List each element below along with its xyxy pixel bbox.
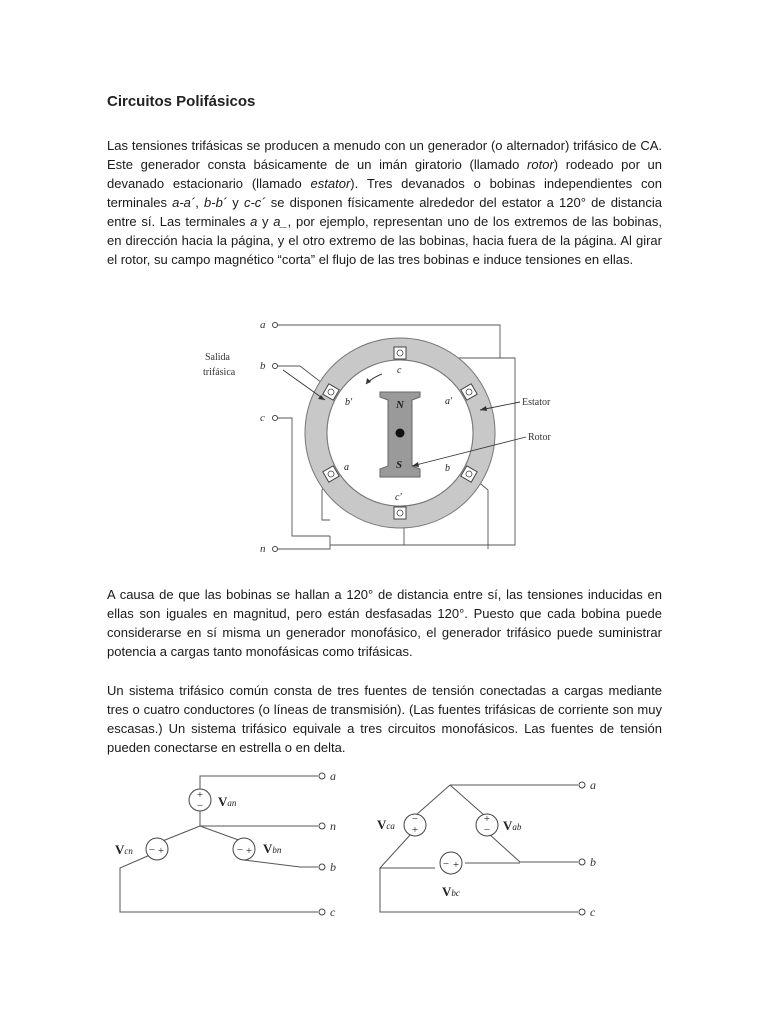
- svg-text:−: −: [196, 800, 204, 812]
- paragraph-intro: Las tensiones trifásicas se producen a menudo con un generador (o alternador) trifásico de CA. Este generador consta básicamente de un imán giratorio (llamado rotor) rodeado por un devanado estacionario (llamado estator). Tres devanados o bobinas independientes con terminales a-a´, b-b´ y c-c´ se disponen físicamente alrededor del estator a 120° de distancia entre sí. Las terminales a y a_, por ejemplo, representan uno de los extremos de las bobinas, en dirección hacia la página, y el otro extremo de las bobinas, hacia fuera de la página. Al girar el rotor, su campo magnético “corta” el flujo de las tres bobinas e induce tensiones en ellas.: [107, 138, 663, 267]
- vbn-label: Vbn: [263, 841, 282, 856]
- svg-text:+: +: [196, 789, 204, 801]
- pole-s-label: S: [396, 459, 403, 471]
- label-c: c: [590, 905, 596, 919]
- terminal-a: [579, 782, 585, 788]
- coil-a-prime-label: a': [445, 396, 453, 407]
- svg-text:+: +: [411, 824, 419, 836]
- label-a: a: [590, 778, 596, 792]
- label-n: n: [330, 819, 336, 833]
- vcn-label: Vcn: [115, 842, 133, 857]
- terminal-c: [579, 909, 585, 915]
- van-label: Van: [218, 794, 237, 809]
- terminal-b: [579, 859, 585, 865]
- terminal-c: [273, 416, 278, 421]
- coil-c-prime-label: c': [395, 492, 402, 503]
- coil-c-label: c: [397, 365, 402, 376]
- vab-label: Vab: [503, 818, 522, 833]
- label-b: b: [330, 860, 336, 874]
- label-c: c: [330, 905, 336, 919]
- coil-c-slot: [394, 347, 406, 359]
- page-title: Circuitos Polifásicos: [107, 93, 256, 110]
- svg-text:−: −: [483, 824, 491, 836]
- terminal-b: [273, 364, 278, 369]
- vbc-label: Vbc: [442, 884, 460, 899]
- terminal-b: [319, 864, 325, 870]
- terminal-c: [319, 909, 325, 915]
- salida-label: Salida: [205, 352, 230, 363]
- estator-label: Estator: [522, 397, 551, 408]
- paragraph-phase-shift: A causa de que las bobinas se hallan a 120° de distancia entre sí, las tensiones inducidas en ellas son iguales en magnitud, pero están desfasadas 120°. Puesto que cada bobina puede considerarse en sí misma un generador monofásico, el generador trifásico puede suministrar potencia a cargas tanto monofásicas como trifásicas.: [107, 587, 662, 659]
- svg-text:−: −: [411, 813, 419, 825]
- coil-b-prime-label: b': [345, 397, 353, 408]
- vca-label: Vca: [377, 817, 395, 832]
- terminal-b-label: b: [260, 360, 266, 372]
- terminal-a: [319, 773, 325, 779]
- svg-text:+: +: [483, 813, 491, 825]
- terminal-a-label: a: [260, 319, 266, 331]
- svg-text:+: +: [245, 845, 253, 857]
- rotor-label: Rotor: [528, 432, 551, 443]
- rotor-axis: [396, 429, 405, 438]
- delta-sources-figure: [370, 765, 610, 925]
- paragraph-system: Un sistema trifásico común consta de tres fuentes de tensión conectadas a cargas mediante tres o cuatro conductores (o líneas de transmisión). (Las fuentes trifásicas de corriente son muy escasas.) Un sistema trifásico equivale a tres circuitos monofásicos. Las fuentes de tensión pueden conectarse en estrella o en delta.: [107, 683, 662, 755]
- terminal-a: [273, 323, 278, 328]
- terminal-c-label: c: [260, 412, 265, 424]
- svg-text:+: +: [157, 845, 165, 857]
- label-a: a: [330, 769, 336, 783]
- coil-c-prime-slot: [394, 507, 406, 519]
- label-b: b: [590, 855, 596, 869]
- svg-text:−: −: [236, 844, 244, 856]
- svg-text:−: −: [442, 858, 450, 870]
- terminal-n-label: n: [260, 543, 266, 555]
- coil-a-label: a: [344, 462, 349, 473]
- pole-n-label: N: [396, 399, 404, 411]
- coil-b-label: b: [445, 463, 450, 474]
- svg-text:+: +: [452, 859, 460, 871]
- terminal-n: [273, 547, 278, 552]
- svg-text:−: −: [148, 844, 156, 856]
- trifasica-label: trifásica: [203, 367, 236, 378]
- wye-sources-figure: [110, 765, 360, 925]
- generator-figure: [190, 310, 570, 560]
- terminal-n: [319, 823, 325, 829]
